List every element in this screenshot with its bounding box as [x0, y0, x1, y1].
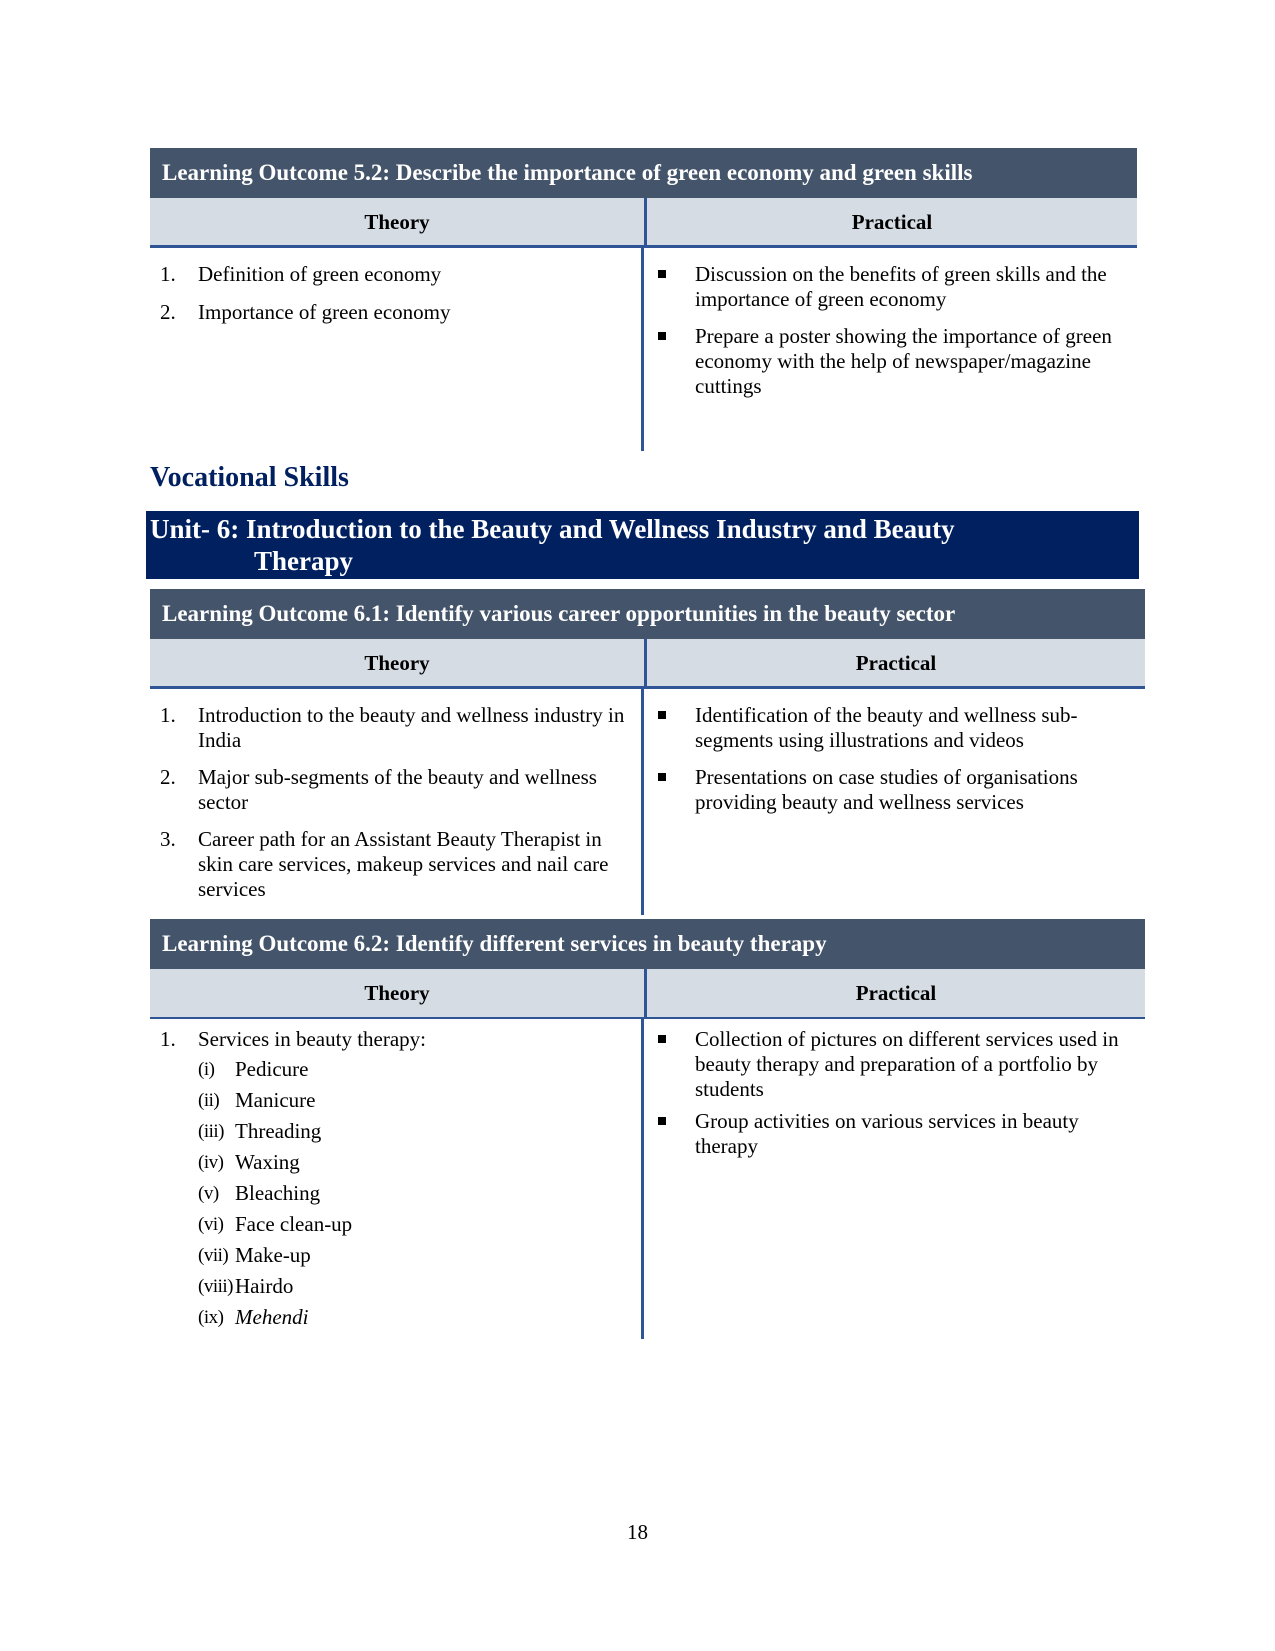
- lo61-header: Learning Outcome 6.1: Identify various career opportunities in the beauty sector: [150, 589, 1145, 639]
- list-item: 3. Career path for an Assistant Beauty Therapist in skin care services, makeup services and nail care services: [160, 827, 609, 901]
- lo61-column-headers: [150, 639, 1145, 689]
- lo52-theory-column: [150, 248, 644, 451]
- lo52-body: [150, 248, 1137, 451]
- lo61-theory-column: [150, 689, 644, 915]
- lo61-practical-heading: Practical: [855, 651, 937, 675]
- lo62-column-headers: [150, 969, 1145, 1019]
- bullet-icon: [658, 1117, 666, 1125]
- list-item: (iv) Waxing: [198, 1150, 300, 1174]
- list-item: (ix) Mehendi: [198, 1305, 309, 1329]
- lo61-body: [150, 689, 1145, 915]
- list-item: (iii) Threading: [198, 1119, 322, 1143]
- list-item: 1. Services in beauty therapy:: [160, 1027, 427, 1051]
- bullet-icon: [658, 332, 666, 340]
- lo52-column-headers: [150, 198, 1137, 248]
- lo62-practical-heading: Practical: [855, 981, 937, 1005]
- lo62-theory-column: [150, 1019, 644, 1339]
- lo52-table: [150, 148, 1137, 451]
- lo52-practical-heading: Practical: [851, 210, 933, 234]
- section-title: Vocational Skills: [150, 462, 349, 493]
- lo62-header: Learning Outcome 6.2: Identify different services in beauty therapy: [150, 919, 1145, 969]
- bullet-icon: [658, 270, 666, 278]
- list-item: 1. Definition of green economy: [160, 262, 442, 286]
- bullet-icon: [658, 773, 666, 781]
- list-item: Prepare a poster showing the importance of green economy with the help of newspaper/magazine cuttings: [656, 324, 1137, 399]
- list-item: (v) Bleaching: [198, 1181, 321, 1205]
- list-item: Discussion on the benefits of green skills and the importance of green economy: [656, 262, 1137, 312]
- list-item: (i) Pedicure: [198, 1057, 309, 1081]
- list-item: 2. Major sub-segments of the beauty and wellness sector: [160, 765, 597, 814]
- list-item: Identification of the beauty and wellness sub-segments using illustrations and videos: [656, 703, 1145, 753]
- bullet-icon: [658, 1035, 666, 1043]
- unit-title: Unit- 6: Introduction to the Beauty and Wellness Industry and Beauty Therapy: [146, 511, 1139, 579]
- page-number: 18: [627, 1520, 648, 1544]
- list-item: Group activities on various services in beauty therapy: [656, 1109, 1145, 1159]
- lo61-practical-column: [644, 689, 1145, 915]
- lo52-theory-heading: Theory: [150, 198, 647, 245]
- lo62-theory-heading: Theory: [150, 969, 647, 1017]
- lo61-table: [150, 589, 1145, 915]
- list-item: (ii) Manicure: [198, 1088, 316, 1112]
- list-item: (vi) Face clean-up: [198, 1212, 353, 1236]
- list-item: (viii) Hairdo: [198, 1274, 294, 1298]
- lo62-body: [150, 1019, 1145, 1339]
- list-item: 2. Importance of green economy: [160, 300, 451, 324]
- bullet-icon: [658, 711, 666, 719]
- list-item: (vii) Make-up: [198, 1243, 311, 1267]
- lo61-theory-heading: Theory: [150, 639, 647, 686]
- list-item: 1. Introduction to the beauty and wellness industry in India: [160, 703, 625, 752]
- lo52-header: Learning Outcome 5.2: Describe the importance of green economy and green skills: [150, 148, 1137, 198]
- list-item: Collection of pictures on different services used in beauty therapy and preparation of a portfolio by students: [656, 1027, 1145, 1102]
- lo52-practical-column: [644, 248, 1137, 451]
- lo62-table: [150, 919, 1145, 1339]
- list-item: Presentations on case studies of organisations providing beauty and wellness services: [656, 765, 1145, 815]
- lo62-practical-column: [644, 1019, 1145, 1339]
